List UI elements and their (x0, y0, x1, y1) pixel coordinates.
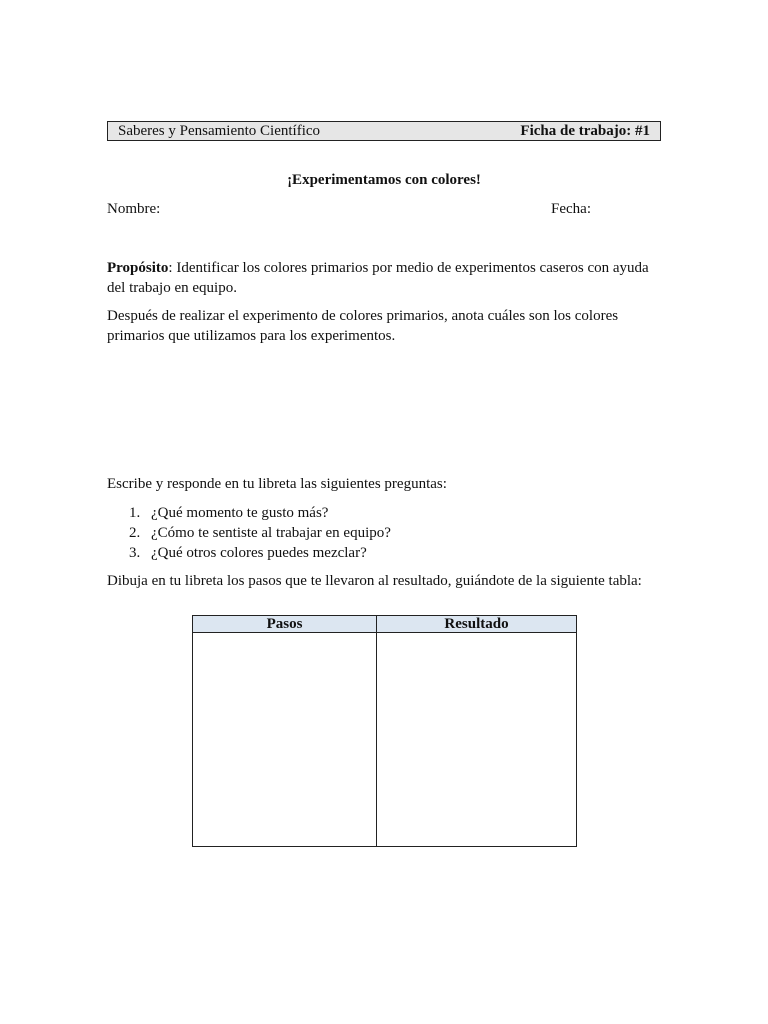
steps-cell (193, 633, 377, 847)
column-header-resultado: Resultado (377, 616, 577, 633)
instruction-primary-colors: Después de realizar el experimento de colores primarios, anota cuáles son los colores primarios que utilizamos para los experimentos. (107, 308, 619, 344)
result-cell (377, 633, 577, 847)
worksheet-number: Ficha de trabajo: #1 (520, 123, 650, 139)
column-header-pasos: Pasos (193, 616, 377, 633)
table-row (193, 633, 577, 847)
list-item (107, 543, 391, 563)
question-text: ¿Qué otros colores puedes mezclar? (151, 545, 367, 561)
table-header-row (193, 616, 577, 633)
list-item (107, 523, 391, 543)
page-title: ¡Experimentamos con colores! (287, 172, 481, 188)
instruction-questions: Escribe y responde en tu libreta las siguientes preguntas: (107, 476, 447, 492)
subject-title: Saberes y Pensamiento Científico (118, 123, 321, 139)
purpose-label: Propósito (107, 260, 169, 276)
list-number: 1. (129, 505, 141, 521)
questions-list (107, 503, 391, 563)
question-text: ¿Cómo te sentiste al trabajar en equipo? (151, 525, 391, 541)
list-number: 2. (129, 525, 141, 541)
purpose-text: : Identificar los colores primarios por medio de experimentos caseros con ayuda del trabajo en equipo. (107, 260, 649, 296)
worksheet-header (107, 121, 661, 141)
list-number: 3. (129, 545, 141, 561)
question-text: ¿Qué momento te gusto más? (151, 505, 329, 521)
purpose-paragraph (107, 259, 667, 298)
date-field-label: Fecha: (551, 201, 591, 217)
name-field-label: Nombre: (107, 201, 161, 217)
instruction-draw-steps: Dibuja en tu libreta los pasos que te llevaron al resultado, guiándote de la siguiente tabla: (107, 573, 642, 589)
list-item (107, 503, 391, 523)
steps-table (192, 615, 577, 847)
